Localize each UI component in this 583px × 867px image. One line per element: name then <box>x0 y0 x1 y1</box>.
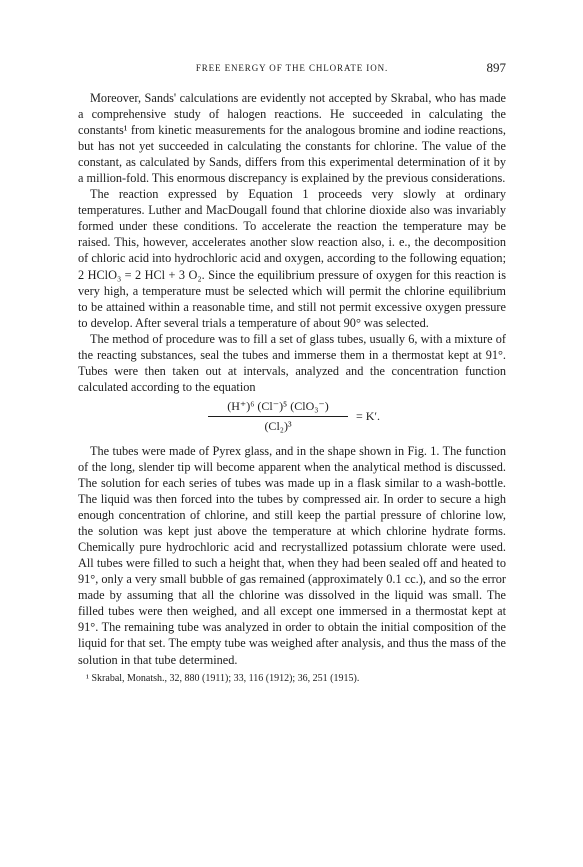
paragraph-3: The method of procedure was to fill a set of glass tubes, usually 6, with a mixture of the reacting substances, seal the tubes and immerse them in a thermostat kept at 91°. Tubes were then taken out at intervals, analyzed and the concentration function calculated according to the equation <box>78 331 506 394</box>
equilibrium-equation <box>78 397 506 439</box>
equation-fraction <box>208 399 348 434</box>
equation-denominator: (Cl₂)³ <box>264 418 292 433</box>
page-header <box>78 60 506 78</box>
running-title: FREE ENERGY OF THE CHLORATE ION. <box>195 63 389 73</box>
paragraph-4: The tubes were made of Pyrex glass, and in the shape shown in Fig. 1. The function of the long, slender tip will become apparent when the analytical method is discussed. The solution for each series of tubes was made up in a flask similar to a wash-bottle. The liquid was then forced into the tubes by compressed air. In order to secure a high enough concentration of chlorine, and still keep the partial pressure of chlorine low, the solution was kept just above the temperature at which chlorine hydrate forms. Chemically pure hydrochloric acid and recrystallized potassium chlorate were used. All tubes were filled to such a height that, when they had been sealed off and heated to 91°, only a very small bubble of gas remained (approximately 0.1 cc.), and so the error made by assuming that all the chlorine was dissolved in the liquid was small. The filled tubes were then weighed, and all except one immersed in a thermostat kept at 91°. The remaining tube was analyzed in order to obtain the initial composition of the liquid for that set. The empty tube was weighed after analysis, and thus the mass of the solution in that tube determined. <box>78 443 506 667</box>
paragraph-1: Moreover, Sands' calculations are evidently not accepted by Skrabal, who has made a comprehensive study of halogen reactions. He succeeded in calculating the constants¹ from kinetic measurements for the analogous bromine and iodine reactions, but has not yet succeeded in calculating the constants for chlorine. The value of the constant, as calculated by Sands, differs from this experimental determination of it by a million-fold. This enormous discrepancy is explained by the previous considerations. <box>78 91 506 186</box>
paragraph-2: The reaction expressed by Equation 1 proceeds very slowly at ordinary temperatures. Luther and MacDougall found that chlorine dioxide also was invariably formed under these conditions. To accelerate the reaction the temperature may be raised. This, however, accelerates another slow reaction also, i. e., the decomposition of chloric acid into hydrochloric acid and oxygen, according to the following equation; 2 HClO₃ = 2 HCl + 3 O₂. Since the equilibrium pressure of oxygen for this reaction is very high, a temperature must be selected which will permit the chlorine equilibrium to be attained within a reasonable time, and still not permit excessive oxygen pressure to develop. After several trials a temperature of about 90° was selected. <box>78 187 506 330</box>
journal-page <box>78 60 506 685</box>
equation-numerator: (H⁺)⁶ (Cl⁻)⁵ (ClO₃⁻) <box>208 399 348 417</box>
equation-rhs: = K′. <box>356 408 381 423</box>
footnote: ¹ Skrabal, Monatsh., 32, 880 (1911); 33, 116 (1912); 36, 251 (1915). <box>86 672 360 684</box>
page-number: 897 <box>486 60 506 75</box>
